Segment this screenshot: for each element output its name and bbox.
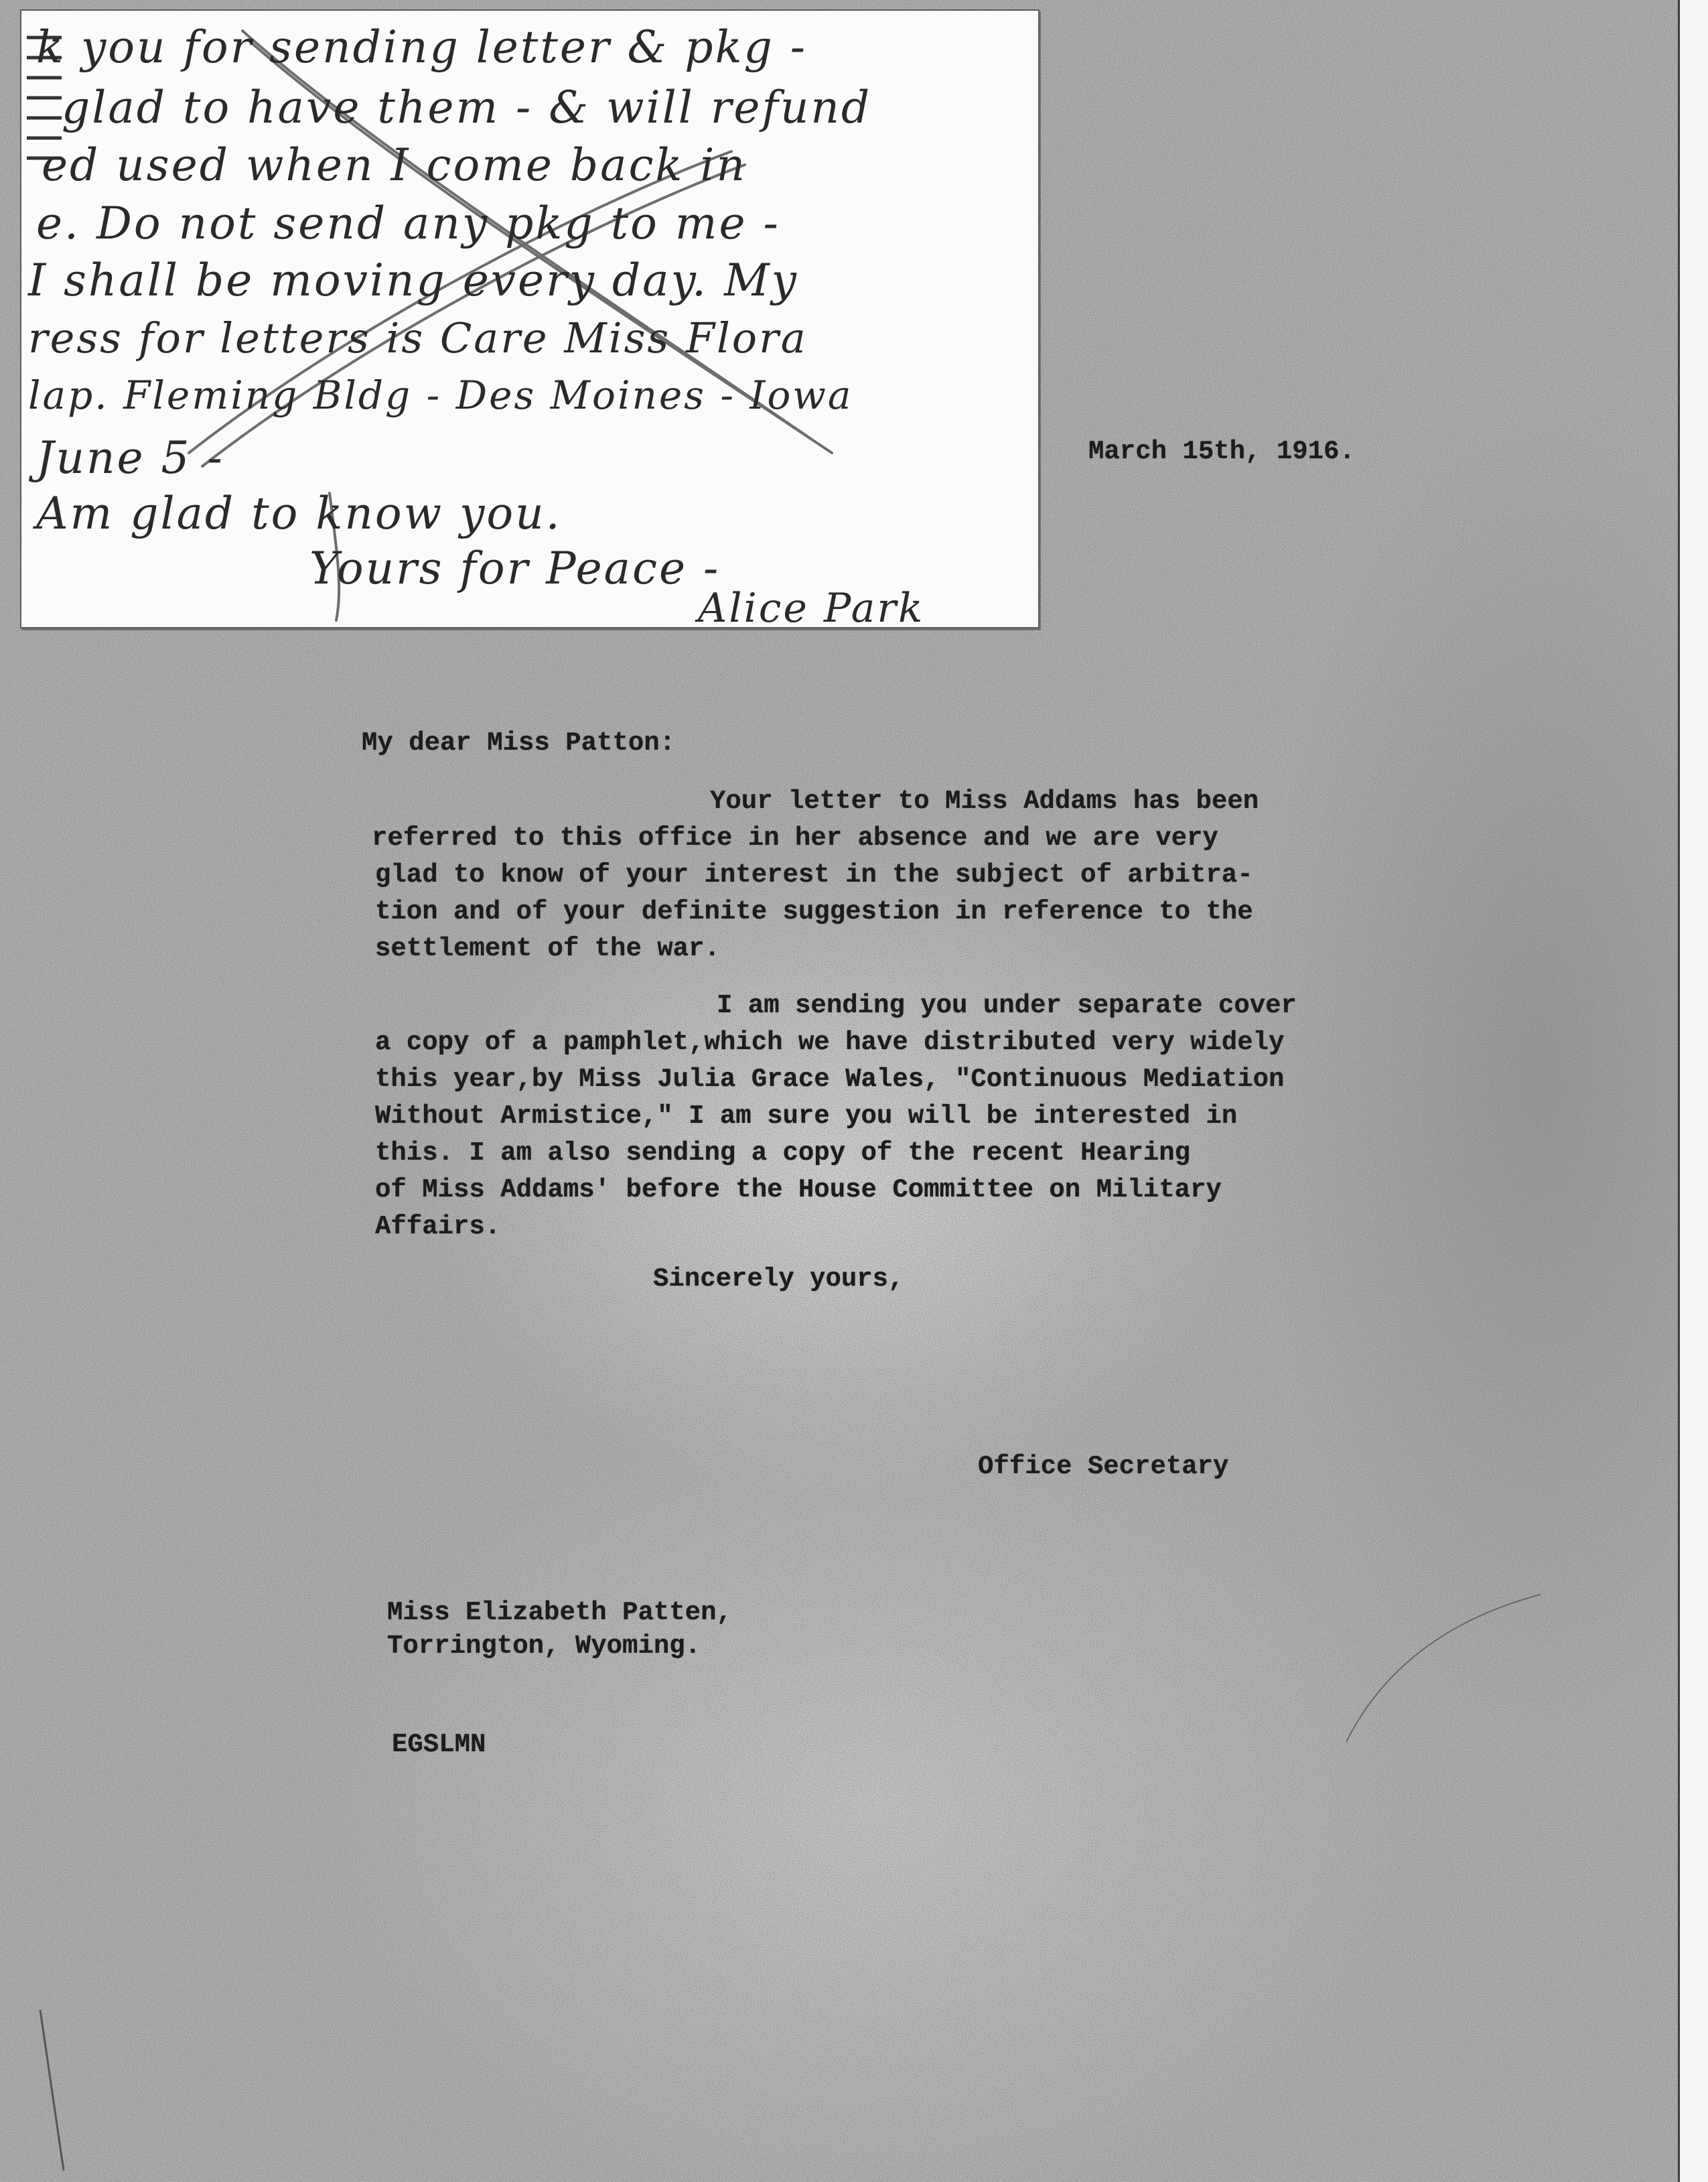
note-signature: Alice Park — [698, 585, 925, 628]
addressee-line: Torrington, Wyoming. — [387, 1631, 701, 1661]
letter-body-line: Affairs. — [375, 1212, 501, 1241]
letter-body-line: tion and of your definite suggestion in reference to the — [375, 897, 1253, 927]
addressee-line: Miss Elizabeth Patten, — [387, 1598, 732, 1627]
note-line: lap. Fleming Bldg - Des Moines - Iowa — [28, 372, 853, 418]
letter-body-line: Your letter to Miss Addams has been — [710, 787, 1259, 816]
page-edge — [1678, 0, 1708, 2182]
letter-salutation: My dear Miss Patton: — [362, 728, 676, 758]
letter-body-line: this year,by Miss Julia Grace Wales, "Continuous Mediation — [375, 1065, 1285, 1094]
note-line: Yours for Peace - — [309, 543, 721, 594]
letter-body-line: settlement of the war. — [375, 934, 720, 963]
note-line: ed used when I come back in — [42, 139, 748, 191]
letter-body-line: Without Armistice," I am sure you will be interested in — [375, 1101, 1238, 1131]
note-line: Am glad to know you. — [36, 488, 562, 539]
note-line: ress for letters is Care Miss Flora — [28, 314, 808, 362]
handwritten-note — [20, 9, 1040, 628]
note-line: I shall be moving every day. My — [28, 255, 798, 306]
letter-body-line: referred to this office in her absence and we are very — [372, 823, 1218, 853]
letter-closing: Sincerely yours, — [653, 1264, 904, 1294]
note-line: e. Do not send any pkg to me - — [36, 198, 780, 249]
note-line: June 5 - — [36, 432, 224, 484]
letter-body-line: of Miss Addams' before the House Committee on Military — [375, 1175, 1222, 1205]
note-line: glad to have them - & will refund — [62, 82, 872, 133]
letter-body-line: I am sending you under separate cover — [717, 991, 1297, 1020]
letter-body-line: glad to know of your interest in the subject of arbitra- — [375, 860, 1253, 890]
letter-body-line: a copy of a pamphlet,which we have distributed very widely — [375, 1028, 1285, 1057]
letter-body-line: this. I am also sending a copy of the recent Hearing — [375, 1138, 1190, 1168]
letter-signature-title: Office Secretary — [978, 1452, 1229, 1481]
letter-date: March 15th, 1916. — [1088, 437, 1355, 466]
typist-initials: EGSLMN — [392, 1730, 486, 1759]
note-line: k you for sending letter & pkg - — [36, 21, 808, 73]
